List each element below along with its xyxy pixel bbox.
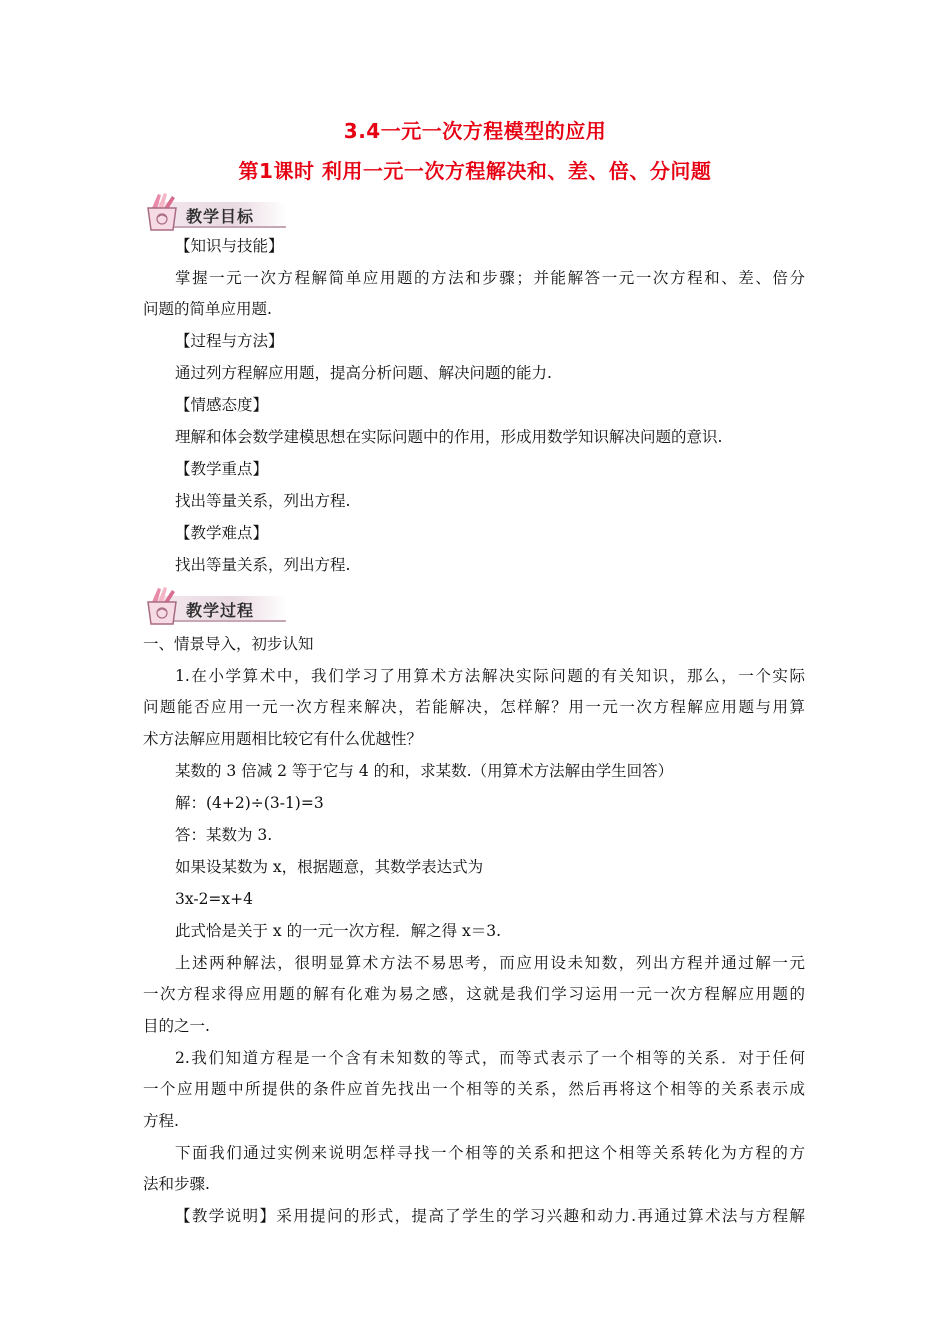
teaching-note: 【教学说明】采用提问的形式，提高了学生的学习兴趣和动力.再通过算术法与方程解 (175, 1207, 805, 1225)
paragraph-4-line-1: 下面我们通过实例来说明怎样寻找一个相等的关系和把这个相等关系转化为方程的方 (175, 1144, 805, 1162)
paragraph-2-line-1: 上述两种解法，很明显算术方法不易思考，而应用设未知数，列出方程并通过解一元 (175, 954, 805, 972)
key-point-heading: 【教学重点】 (175, 460, 269, 478)
paragraph-1-line-1: 1.在小学算术中，我们学习了用算术方法解决实际问题的有关知识，那么，一个实际 (175, 667, 805, 685)
attitude-text: 理解和体会数学建模思想在实际问题中的作用，形成用数学知识解决问题的意识. (175, 428, 723, 446)
paragraph-4-line-2: 法和步骤. (143, 1175, 210, 1193)
paragraph-1-line-3: 术方法解应用题相比较它有什么优越性？ (143, 730, 423, 748)
banner-label: 教学目标 (186, 207, 255, 226)
equation-setup: 如果设某数为 x，根据题意，其数学表达式为 (175, 858, 484, 876)
section-1-heading: 一、情景导入，初步认知 (143, 635, 314, 653)
paragraph-3-line-1: 2.我们知道方程是一个含有未知数的等式，而等式表示了一个相等的关系．对于任何 (175, 1049, 805, 1067)
paragraph-3-line-2: 一个应用题中所提供的条件应首先找出一个相等的关系，然后再将这个相等的关系表示成 (143, 1080, 805, 1098)
page-title: 3.4一元一次方程模型的应用 (343, 119, 607, 143)
pencil-cup-icon (142, 192, 186, 232)
attitude-heading: 【情感态度】 (175, 396, 269, 414)
lesson-subtitle: 第1课时 利用一元一次方程解决和、差、倍、分问题 (238, 159, 712, 183)
section-banner-process (142, 586, 292, 626)
paragraph-1-line-2: 问题能否应用一元一次方程来解决，若能解决，怎样解？用一元一次方程解应用题与用算 (143, 698, 805, 716)
process-method-heading: 【过程与方法】 (175, 332, 284, 350)
paragraph-3-line-3: 方程. (143, 1112, 179, 1130)
knowledge-text-line-2: 问题的简单应用题. (143, 300, 272, 318)
knowledge-text-line-1: 掌握一元一次方程解简单应用题的方法和步骤；并能解答一元一次方程和、差、倍分 (175, 269, 805, 287)
difficulty-heading: 【教学难点】 (175, 524, 269, 542)
paragraph-2-line-3: 目的之一. (143, 1017, 210, 1035)
example-problem: 某数的 3 倍减 2 等于它与 4 的和，求某数.（用算术方法解由学生回答） (175, 762, 674, 780)
equation: 3x-2=x+4 (175, 890, 254, 908)
process-method-text: 通过列方程解应用题，提高分析问题、解决问题的能力. (175, 364, 552, 382)
paragraph-2-line-2: 一次方程求得应用题的解有化难为易之感，这就是我们学习运用一元一次方程解应用题的 (143, 985, 805, 1003)
section-banner-goals (142, 192, 292, 232)
knowledge-heading: 【知识与技能】 (175, 237, 284, 255)
arithmetic-answer: 答：某数为 3. (175, 826, 273, 844)
pencil-cup-icon (142, 586, 186, 626)
banner-label: 教学过程 (186, 601, 255, 620)
equation-conclusion: 此式恰是关于 x 的一元一次方程．解之得 x＝3. (175, 922, 502, 940)
difficulty-text: 找出等量关系，列出方程. (175, 556, 351, 574)
arithmetic-solution: 解：(4+2)÷(3-1)=3 (175, 794, 324, 812)
key-point-text: 找出等量关系，列出方程. (175, 492, 351, 510)
